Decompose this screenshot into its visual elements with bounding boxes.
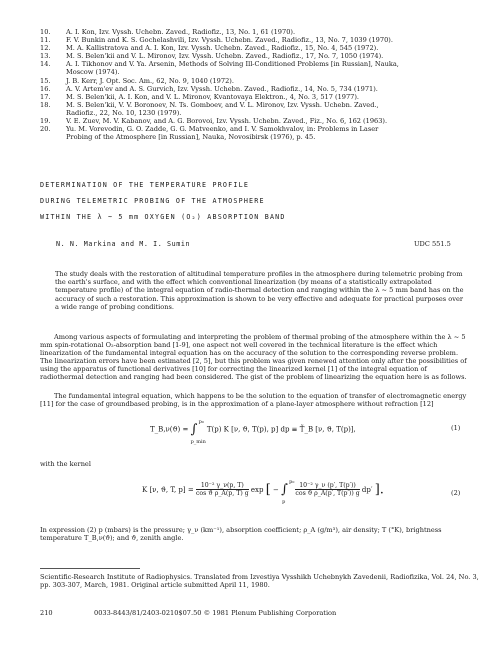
reference-item: 19. V. E. Zuev, M. V. Kabanov, and A. G. Borovoi, Izv. Vyssh. Uchebn. Zaved., Fiz., No. 6, 162 (1963). — [40, 117, 388, 126]
kernel-fraction — [196, 482, 249, 498]
authors: N. N. Markina and M. I. Sumin — [56, 240, 191, 248]
article-title-line-3: WITHIN THE λ ~ 5 mm OXYGEN (O₂) ABSORPTION BAND — [40, 213, 286, 221]
equation-2-lhs: K [ν, ϑ, T, p] = — [142, 485, 196, 494]
udc-code: UDC 551.5 — [414, 240, 451, 248]
integral-upper-limit: p₀ — [198, 419, 204, 425]
left-bracket: [ — [265, 482, 271, 498]
reference-item: 14. A. I. Tikhonov and V. Ya. Arsenin, Methods of Solving Ill-Conditioned Problems [in Russian], Nauka, Moscow (1974). — [40, 60, 399, 77]
footnote: Scientific-Research Institute of Radiophysics. Translated from Izvestiya Vysshikh Uchebnykh Zavedenii, Radiofizika, Vol. 24, No. 3, pp. 303-307, March, 1981. Original article submitted April 11, 1980. — [40, 573, 479, 590]
reference-item: 17. M. S. Belen'kii, A. I. Kon, and V. L. Mironov, Kvantovaya Elektron., 4, No. 3, 517 (1977). — [40, 92, 360, 101]
reference-item: 13. M. S. Belen'kii and V. L. Mironov, Izv. Vyssh. Uchebn. Zaved., Radiofiz., 17, No. 7, 1050 (1974). — [40, 52, 384, 61]
integral-upper-limit: p₀ — [289, 479, 295, 486]
equation-2-number: (2) — [451, 489, 461, 497]
integral-lower-limit: p — [282, 499, 286, 506]
equation-2: K [ν, ϑ, T, p] = $\frac{\text{10⁻² γ\_ν(p, T)}}{\text{cos ϑ ρ\_A(p, T) g}}$ exp [ − ∫ p₀ p $\frac{\text{10⁻² γ\_ν (p′, T(p′))}}{\text{cos ϑ ρ\_A(p′, T(p′)) g}}$ dp′ ]. — [142, 479, 384, 506]
reference-item: 18. M. S. Belen'kii, V. V. Boronoev, N. Ts. Gomboev, and V. L. Mironov, Izv. Vyssh. Uchebn. Zaved., Radiofiz., 22, No. 10, 1230 (1979). — [40, 100, 379, 117]
exponent-fraction-numerator: 10⁻² γ_ν (p′, T(p′)) — [295, 482, 359, 490]
equation-1-body: T(p) K [ν, ϑ, T(p), p] dp ≡ T̃_B [ν, ϑ, T(p)], — [206, 425, 356, 434]
reference-item: 16. A. V. Artem'ev and A. S. Gurvich, Izv. Vyssh. Uchebn. Zaved., Radiofiz., 14, No. 5, 734 (1971). — [40, 84, 378, 93]
integral-sign: ∫ p₀ p — [281, 479, 295, 506]
equation-1 — [150, 419, 356, 445]
reference-item: 20. Yu. M. Vorevodin, G. O. Zadde, G. G. Matveenko, and I. V. Samokhvalov, in: Problems in Laser Probing of the Atmosphere [in Russian], Nauka, Novosibirsk (1976), p. 45. — [40, 125, 379, 142]
exp-function: exp — [250, 485, 264, 494]
reference-item: 11. F. V. Bunkin and K. S. Gochelashvili, Izv. Vyssh. Uchebn. Zaved., Radiofiz., 13, No. 7, 1039 (1970). — [40, 36, 393, 45]
expression-note: In expression (2) p (mbars) is the pressure; γ_ν (km⁻¹), absorption coefficient; ρ_A (g/m³), air density; T (°K), brightness temperature T_B,ν(ϑ); and ϑ, zenith angle. — [40, 526, 442, 543]
reference-item: 12. M. A. Kallistratova and A. I. Kon, Izv. Vyssh. Uchebn. Zaved., Radiofiz., 15, No. 4, 545 (1972). — [40, 44, 379, 53]
differential: dp′ — [361, 485, 373, 494]
exponent-fraction — [295, 482, 359, 498]
abstract: The study deals with the restoration of altitudinal temperature profiles in the atmosphere during telemetric probing from the earth's surface, and with the effect which conventional linearization (by means of a statistically extrapolated temperature profile) of the integral equation of radio-thermal detection and ranging within the λ ~ 5 mm band has on the accuracy of such a restoration. This approximation is shown to be very effective and adequate for practical purposes over a wide range of probing conditions. — [55, 270, 464, 311]
reference-item: 15. J. B. Kerr, J. Opt. Soc. Am., 62, No. 9, 1040 (1972). — [40, 76, 234, 85]
body-paragraph-1: Among various aspects of formulating and interpreting the problem of thermal probing of the atmosphere within the λ ~ 5 mm spin-rotational O₂-absorption band [1-9], one aspect not well covered in the technical literature is the effect which linearization of the fundamental integral equation has on the accuracy of the solution to the corresponding reverse problem. The linearization errors have been estimated [2, 5], but this problem was given renewed attention only after the possibilities of using the apparatus of functional derivatives [10] for correcting the linearized kernel [1] of the integral equation of radiothermal detection and ranging had been considered. The gist of the problem of linearizing the equation here is as follows. — [40, 333, 467, 382]
page-number: 210 — [40, 609, 53, 617]
equation-1-lhs: T_B,ν(ϑ) = — [150, 425, 191, 434]
equation-1-number: (1) — [451, 424, 461, 432]
right-bracket: ]. — [374, 482, 384, 498]
reference-list — [40, 28, 480, 141]
integral-lower-limit: p_min — [190, 439, 206, 445]
exponent-fraction-denominator: cos ϑ ρ_A(p′, T(p′)) g — [295, 490, 360, 498]
with-kernel-text: with the kernel — [40, 460, 91, 468]
kernel-fraction-denominator: cos ϑ ρ_A(p, T) g — [195, 490, 249, 498]
footnote-rule — [40, 568, 140, 569]
kernel-fraction-numerator: 10⁻² γ_ν(p, T) — [196, 482, 249, 490]
reference-item: 10. A. I. Kon, Izv. Vyssh. Uchebn. Zaved., Radiofiz., 13, No. 1, 61 (1970). — [40, 28, 296, 36]
copyright-line: 0033-8443/81/2403-0210$07.50 © 1981 Plenum Publishing Corporation — [94, 609, 337, 617]
article-title-line-1: DETERMINATION OF THE TEMPERATURE PROFILE — [40, 181, 250, 189]
body-paragraph-2: The fundamental integral equation, which happens to be the solution to the equation of transfer of electromagnetic energy [11] for the case of groundbased probing, is in the approximation of a plane-layer atmosphere without refraction [12] — [40, 392, 467, 409]
article-title-line-2: DURING TELEMETRIC PROBING OF THE ATMOSPHERE — [40, 197, 265, 205]
integral-sign: ∫ p₀ p_min — [190, 419, 206, 445]
